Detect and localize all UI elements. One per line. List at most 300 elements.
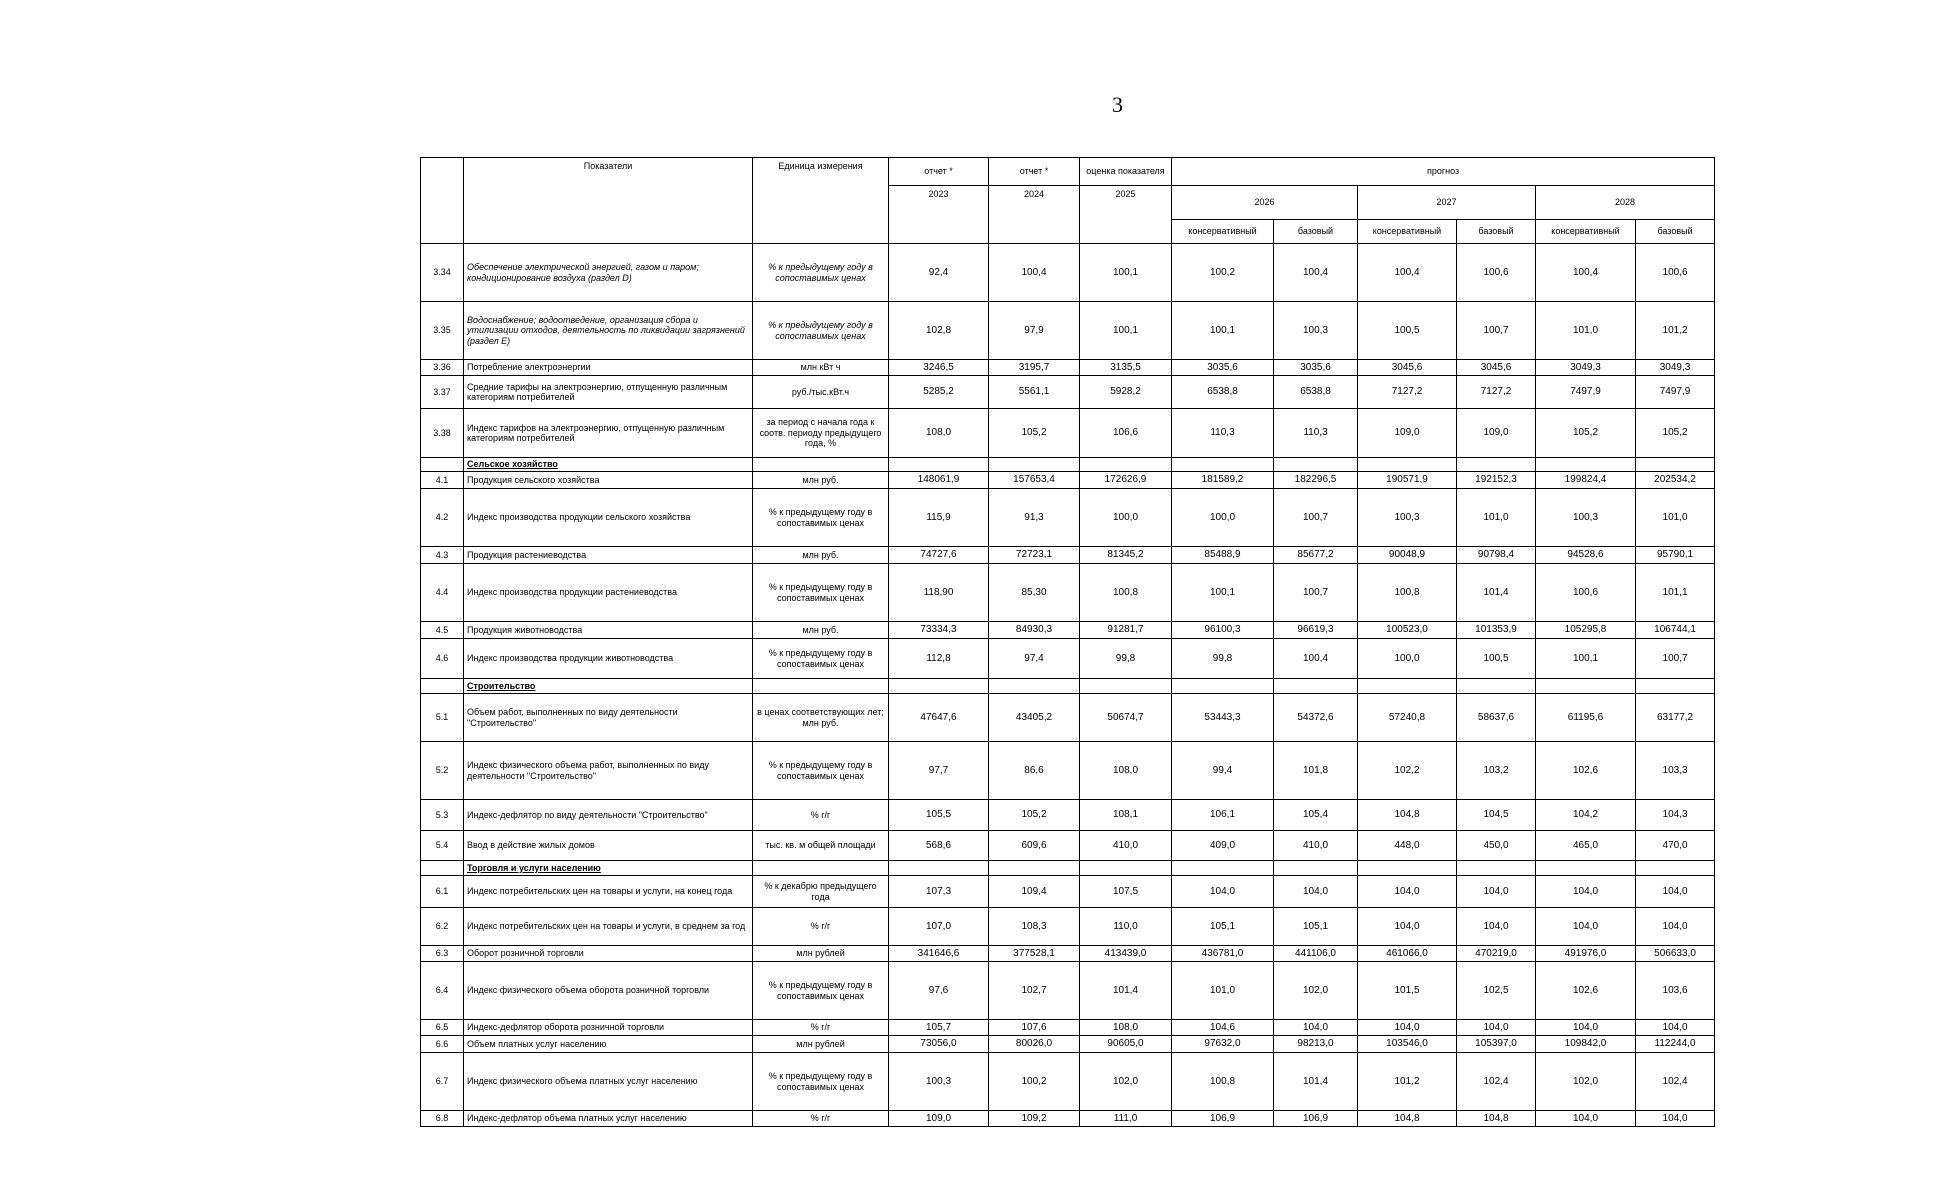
row-number: 6.1 — [421, 876, 464, 908]
empty-cell — [1358, 861, 1457, 876]
value-cell: 609,6 — [989, 831, 1080, 861]
table-row — [421, 946, 1715, 962]
value-cell: 104,0 — [1457, 1020, 1536, 1036]
value-cell: 104,6 — [1172, 1020, 1274, 1036]
section-title: Торговля и услуги населению — [464, 861, 753, 876]
value-cell: 3049,3 — [1536, 360, 1636, 376]
value-cell: 104,0 — [1536, 908, 1636, 946]
header-base-2028: базовый — [1636, 220, 1715, 244]
indicator-name: Продукция растениеводства — [464, 547, 753, 564]
empty-cell — [1457, 861, 1536, 876]
row-number: 4.2 — [421, 489, 464, 547]
section-row — [421, 458, 1715, 472]
value-cell: 101,1 — [1636, 564, 1715, 622]
table-row — [421, 742, 1715, 800]
value-cell: 97632,0 — [1172, 1036, 1274, 1053]
value-cell: 103546,0 — [1358, 1036, 1457, 1053]
value-cell: 108,1 — [1080, 800, 1172, 831]
value-cell: 409,0 — [1172, 831, 1274, 861]
value-cell: 465,0 — [1536, 831, 1636, 861]
value-cell: 104,0 — [1636, 1111, 1715, 1127]
table-row — [421, 831, 1715, 861]
value-cell: 100,3 — [1274, 302, 1358, 360]
value-cell: 506633,0 — [1636, 946, 1715, 962]
value-cell: 5561,1 — [989, 376, 1080, 409]
value-cell: 108,0 — [1080, 742, 1172, 800]
value-cell: 105,2 — [989, 409, 1080, 458]
value-cell: 100,7 — [1457, 302, 1536, 360]
value-cell: 199824,4 — [1536, 472, 1636, 489]
empty-cell — [1358, 458, 1457, 472]
value-cell: 100,5 — [1358, 302, 1457, 360]
table-row — [421, 244, 1715, 302]
section-title: Строительство — [464, 679, 753, 694]
value-cell: 96100,3 — [1172, 622, 1274, 639]
indicator-name: Продукция животноводства — [464, 622, 753, 639]
section-title: Сельское хозяйство — [464, 458, 753, 472]
value-cell: 100,4 — [1536, 244, 1636, 302]
value-cell: 105,2 — [989, 800, 1080, 831]
empty-cell — [1274, 679, 1358, 694]
value-cell: 73334,3 — [889, 622, 989, 639]
value-cell: 105295,8 — [1536, 622, 1636, 639]
value-cell: 106,1 — [1172, 800, 1274, 831]
value-cell: 85677,2 — [1274, 547, 1358, 564]
value-cell: 91,3 — [989, 489, 1080, 547]
empty-cell — [1172, 861, 1274, 876]
empty-cell — [753, 861, 889, 876]
row-number: 5.2 — [421, 742, 464, 800]
table-row — [421, 876, 1715, 908]
value-cell: 100,3 — [1358, 489, 1457, 547]
value-cell: 5928,2 — [1080, 376, 1172, 409]
section-row — [421, 861, 1715, 876]
value-cell: 410,0 — [1080, 831, 1172, 861]
unit-cell: в ценах соответствующих лет; млн руб. — [753, 694, 889, 742]
value-cell: 3246,5 — [889, 360, 989, 376]
value-cell: 105,1 — [1274, 908, 1358, 946]
value-cell: 568,6 — [889, 831, 989, 861]
value-cell: 441106,0 — [1274, 946, 1358, 962]
empty-cell — [1636, 458, 1715, 472]
value-cell: 172626,9 — [1080, 472, 1172, 489]
header-year-2027: 2027 — [1358, 186, 1536, 220]
row-number: 3.34 — [421, 244, 464, 302]
value-cell: 110,3 — [1172, 409, 1274, 458]
value-cell: 109842,0 — [1536, 1036, 1636, 1053]
value-cell: 100,4 — [1274, 244, 1358, 302]
table-row — [421, 1036, 1715, 1053]
header-year-2028: 2028 — [1536, 186, 1715, 220]
empty-cell — [989, 679, 1080, 694]
unit-cell: % к предыдущему году в сопоставимых ценах — [753, 489, 889, 547]
value-cell: 100,7 — [1636, 639, 1715, 679]
header-forecast: прогноз — [1172, 158, 1715, 186]
row-num-cell — [421, 458, 464, 472]
value-cell: 53443,3 — [1172, 694, 1274, 742]
value-cell: 107,6 — [989, 1020, 1080, 1036]
header-year-2025: 2025 — [1080, 186, 1172, 244]
value-cell: 115,9 — [889, 489, 989, 547]
value-cell: 104,0 — [1358, 908, 1457, 946]
header-base-2027: базовый — [1457, 220, 1536, 244]
value-cell: 101353,9 — [1457, 622, 1536, 639]
value-cell: 104,0 — [1172, 876, 1274, 908]
value-cell: 181589,2 — [1172, 472, 1274, 489]
indicator-name: Ввод в действие жилых домов — [464, 831, 753, 861]
value-cell: 107,3 — [889, 876, 989, 908]
value-cell: 105,4 — [1274, 800, 1358, 831]
value-cell: 106744,1 — [1636, 622, 1715, 639]
indicator-name: Индекс физического объема оборота розничной торговли — [464, 962, 753, 1020]
value-cell: 109,2 — [989, 1111, 1080, 1127]
value-cell: 101,2 — [1636, 302, 1715, 360]
value-cell: 72723,1 — [989, 547, 1080, 564]
value-cell: 112,8 — [889, 639, 989, 679]
value-cell: 100,2 — [1172, 244, 1274, 302]
table-row — [421, 908, 1715, 946]
unit-cell: % г/г — [753, 1111, 889, 1127]
value-cell: 104,0 — [1536, 876, 1636, 908]
indicator-name: Индекс тарифов на электроэнергию, отпущенную различным категориям потребителей — [464, 409, 753, 458]
row-number: 4.5 — [421, 622, 464, 639]
header-base-2026: базовый — [1274, 220, 1358, 244]
value-cell: 108,3 — [989, 908, 1080, 946]
value-cell: 100,2 — [989, 1053, 1080, 1111]
value-cell: 104,0 — [1457, 908, 1536, 946]
empty-cell — [989, 458, 1080, 472]
value-cell: 104,0 — [1358, 1020, 1457, 1036]
unit-cell: млн рублей — [753, 1036, 889, 1053]
row-number: 5.1 — [421, 694, 464, 742]
value-cell: 81345,2 — [1080, 547, 1172, 564]
value-cell: 6538,8 — [1172, 376, 1274, 409]
value-cell: 100,6 — [1457, 244, 1536, 302]
value-cell: 101,0 — [1636, 489, 1715, 547]
empty-cell — [1274, 458, 1358, 472]
value-cell: 106,9 — [1274, 1111, 1358, 1127]
header-unit: Единица измерения — [753, 158, 889, 244]
row-number: 5.3 — [421, 800, 464, 831]
value-cell: 92,4 — [889, 244, 989, 302]
value-cell: 202534,2 — [1636, 472, 1715, 489]
unit-cell: % к предыдущему году в сопоставимых ценах — [753, 962, 889, 1020]
value-cell: 104,0 — [1536, 1020, 1636, 1036]
value-cell: 97,7 — [889, 742, 989, 800]
unit-cell: % г/г — [753, 1020, 889, 1036]
value-cell: 100,1 — [1080, 244, 1172, 302]
value-cell: 100,4 — [989, 244, 1080, 302]
value-cell: 104,0 — [1457, 876, 1536, 908]
empty-cell — [1636, 861, 1715, 876]
unit-cell: % к предыдущему году в сопоставимых ценах — [753, 244, 889, 302]
row-number: 4.6 — [421, 639, 464, 679]
value-cell: 100,5 — [1457, 639, 1536, 679]
value-cell: 80026,0 — [989, 1036, 1080, 1053]
value-cell: 100,1 — [1172, 302, 1274, 360]
value-cell: 107,5 — [1080, 876, 1172, 908]
value-cell: 100,0 — [1080, 489, 1172, 547]
header-report-2023: отчет * — [889, 158, 989, 186]
value-cell: 109,4 — [989, 876, 1080, 908]
value-cell: 182296,5 — [1274, 472, 1358, 489]
table-row — [421, 547, 1715, 564]
indicator-name: Продукция сельского хозяйства — [464, 472, 753, 489]
indicator-name: Индекс физического объема работ, выполненных по виду деятельности "Строительство" — [464, 742, 753, 800]
value-cell: 109,0 — [1358, 409, 1457, 458]
unit-cell: % г/г — [753, 908, 889, 946]
indicator-name: Обеспечение электрической энергией, газом и паром; кондиционирование воздуха (раздел D) — [464, 244, 753, 302]
value-cell: 105,2 — [1636, 409, 1715, 458]
unit-cell: млн кВт ч — [753, 360, 889, 376]
value-cell: 104,8 — [1457, 1111, 1536, 1127]
value-cell: 110,0 — [1080, 908, 1172, 946]
unit-cell: руб./тыс.кВт.ч — [753, 376, 889, 409]
value-cell: 105,1 — [1172, 908, 1274, 946]
value-cell: 102,7 — [989, 962, 1080, 1020]
value-cell: 101,4 — [1274, 1053, 1358, 1111]
empty-cell — [1080, 679, 1172, 694]
indicator-name: Индекс-дефлятор объема платных услуг населению — [464, 1111, 753, 1127]
value-cell: 7127,2 — [1358, 376, 1457, 409]
indicator-name: Оборот розничной торговли — [464, 946, 753, 962]
value-cell: 100,1 — [1172, 564, 1274, 622]
table-row — [421, 1020, 1715, 1036]
header-year-2024: 2024 — [989, 186, 1080, 244]
value-cell: 104,8 — [1358, 1111, 1457, 1127]
header-year-2023: 2023 — [889, 186, 989, 244]
table-row — [421, 409, 1715, 458]
value-cell: 102,4 — [1457, 1053, 1536, 1111]
value-cell: 413439,0 — [1080, 946, 1172, 962]
value-cell: 85,30 — [989, 564, 1080, 622]
value-cell: 3135,5 — [1080, 360, 1172, 376]
value-cell: 100,8 — [1358, 564, 1457, 622]
row-num-cell — [421, 679, 464, 694]
value-cell: 105,7 — [889, 1020, 989, 1036]
row-number: 4.4 — [421, 564, 464, 622]
header-report-2024: отчет * — [989, 158, 1080, 186]
unit-cell: % к предыдущему году в сопоставимых ценах — [753, 302, 889, 360]
empty-cell — [1274, 861, 1358, 876]
table-row — [421, 1053, 1715, 1111]
row-number: 3.35 — [421, 302, 464, 360]
value-cell: 97,9 — [989, 302, 1080, 360]
table-row — [421, 962, 1715, 1020]
empty-cell — [1080, 861, 1172, 876]
value-cell: 100,7 — [1274, 489, 1358, 547]
value-cell: 90798,4 — [1457, 547, 1536, 564]
value-cell: 104,0 — [1636, 1020, 1715, 1036]
value-cell: 104,3 — [1636, 800, 1715, 831]
value-cell: 105397,0 — [1457, 1036, 1536, 1053]
value-cell: 448,0 — [1358, 831, 1457, 861]
table-row — [421, 360, 1715, 376]
value-cell: 43405,2 — [989, 694, 1080, 742]
value-cell: 377528,1 — [989, 946, 1080, 962]
indicator-name: Потребление электроэнергии — [464, 360, 753, 376]
value-cell: 7497,9 — [1636, 376, 1715, 409]
row-number: 6.6 — [421, 1036, 464, 1053]
value-cell: 112244,0 — [1636, 1036, 1715, 1053]
value-cell: 99,4 — [1172, 742, 1274, 800]
value-cell: 450,0 — [1457, 831, 1536, 861]
value-cell: 102,2 — [1358, 742, 1457, 800]
value-cell: 104,2 — [1536, 800, 1636, 831]
value-cell: 95790,1 — [1636, 547, 1715, 564]
value-cell: 105,5 — [889, 800, 989, 831]
unit-cell: млн руб. — [753, 622, 889, 639]
value-cell: 105,2 — [1536, 409, 1636, 458]
value-cell: 54372,6 — [1274, 694, 1358, 742]
value-cell: 103,3 — [1636, 742, 1715, 800]
header-num-cell — [421, 158, 464, 244]
indicator-name: Индекс-дефлятор по виду деятельности "Строительство" — [464, 800, 753, 831]
indicator-name: Объем работ, выполненных по виду деятельности "Строительство" — [464, 694, 753, 742]
row-number: 5.4 — [421, 831, 464, 861]
value-cell: 104,0 — [1636, 876, 1715, 908]
value-cell: 101,8 — [1274, 742, 1358, 800]
page-number: 3 — [1112, 92, 1123, 117]
value-cell: 74727,6 — [889, 547, 989, 564]
value-cell: 101,4 — [1080, 962, 1172, 1020]
value-cell: 3035,6 — [1172, 360, 1274, 376]
empty-cell — [889, 458, 989, 472]
value-cell: 102,5 — [1457, 962, 1536, 1020]
value-cell: 341646,6 — [889, 946, 989, 962]
value-cell: 101,0 — [1457, 489, 1536, 547]
empty-cell — [1172, 458, 1274, 472]
row-number: 6.7 — [421, 1053, 464, 1111]
value-cell: 104,8 — [1358, 800, 1457, 831]
value-cell: 102,0 — [1274, 962, 1358, 1020]
table-row — [421, 1111, 1715, 1127]
header-conservative-2028: консервативный — [1536, 220, 1636, 244]
value-cell: 73056,0 — [889, 1036, 989, 1053]
empty-cell — [1536, 861, 1636, 876]
unit-cell: % к декабрю предыдущего года — [753, 876, 889, 908]
row-num-cell — [421, 861, 464, 876]
value-cell: 101,4 — [1457, 564, 1536, 622]
value-cell: 101,2 — [1358, 1053, 1457, 1111]
table-row — [421, 639, 1715, 679]
value-cell: 94528,6 — [1536, 547, 1636, 564]
value-cell: 85488,9 — [1172, 547, 1274, 564]
table-row — [421, 489, 1715, 547]
value-cell: 100,6 — [1636, 244, 1715, 302]
row-number: 4.1 — [421, 472, 464, 489]
value-cell: 100,3 — [889, 1053, 989, 1111]
table-row — [421, 302, 1715, 360]
value-cell: 57240,8 — [1358, 694, 1457, 742]
indicator-name: Индекс производства продукции животноводства — [464, 639, 753, 679]
header-estimate: оценка показателя — [1080, 158, 1172, 186]
empty-cell — [1536, 458, 1636, 472]
value-cell: 157653,4 — [989, 472, 1080, 489]
row-number: 3.37 — [421, 376, 464, 409]
value-cell: 58637,6 — [1457, 694, 1536, 742]
value-cell: 103,2 — [1457, 742, 1536, 800]
section-row — [421, 679, 1715, 694]
value-cell: 102,4 — [1636, 1053, 1715, 1111]
value-cell: 97,4 — [989, 639, 1080, 679]
empty-cell — [989, 861, 1080, 876]
value-cell: 100,8 — [1172, 1053, 1274, 1111]
row-number: 6.4 — [421, 962, 464, 1020]
value-cell: 5285,2 — [889, 376, 989, 409]
value-cell: 100,8 — [1080, 564, 1172, 622]
value-cell: 50674,7 — [1080, 694, 1172, 742]
value-cell: 106,9 — [1172, 1111, 1274, 1127]
value-cell: 104,0 — [1536, 1111, 1636, 1127]
value-cell: 100523,0 — [1358, 622, 1457, 639]
empty-cell — [1358, 679, 1457, 694]
table-row — [421, 472, 1715, 489]
value-cell: 491976,0 — [1536, 946, 1636, 962]
value-cell: 7497,9 — [1536, 376, 1636, 409]
value-cell: 63177,2 — [1636, 694, 1715, 742]
value-cell: 104,5 — [1457, 800, 1536, 831]
row-number: 3.38 — [421, 409, 464, 458]
value-cell: 102,6 — [1536, 962, 1636, 1020]
value-cell: 47647,6 — [889, 694, 989, 742]
empty-cell — [1172, 679, 1274, 694]
value-cell: 100,6 — [1536, 564, 1636, 622]
indicator-name: Индекс-дефлятор оборота розничной торговли — [464, 1020, 753, 1036]
value-cell: 99,8 — [1080, 639, 1172, 679]
row-number: 4.3 — [421, 547, 464, 564]
unit-cell: млн руб. — [753, 472, 889, 489]
unit-cell: % к предыдущему году в сопоставимых ценах — [753, 742, 889, 800]
row-number: 6.5 — [421, 1020, 464, 1036]
value-cell: 86,6 — [989, 742, 1080, 800]
value-cell: 104,0 — [1274, 1020, 1358, 1036]
value-cell: 436781,0 — [1172, 946, 1274, 962]
value-cell: 148061,9 — [889, 472, 989, 489]
unit-cell: % к предыдущему году в сопоставимых ценах — [753, 564, 889, 622]
value-cell: 3195,7 — [989, 360, 1080, 376]
indicator-name: Средние тарифы на электроэнергию, отпущенную различным категориям потребителей — [464, 376, 753, 409]
value-cell: 3045,6 — [1358, 360, 1457, 376]
empty-cell — [889, 679, 989, 694]
indicator-name: Индекс производства продукции сельского хозяйства — [464, 489, 753, 547]
value-cell: 461066,0 — [1358, 946, 1457, 962]
table-body — [421, 244, 1715, 1127]
value-cell: 106,6 — [1080, 409, 1172, 458]
value-cell: 100,4 — [1358, 244, 1457, 302]
header-conservative-2027: консервативный — [1358, 220, 1457, 244]
value-cell: 101,0 — [1536, 302, 1636, 360]
value-cell: 3049,3 — [1636, 360, 1715, 376]
value-cell: 97,6 — [889, 962, 989, 1020]
value-cell: 104,0 — [1636, 908, 1715, 946]
value-cell: 84930,3 — [989, 622, 1080, 639]
empty-cell — [1457, 679, 1536, 694]
value-cell: 102,6 — [1536, 742, 1636, 800]
unit-cell: млн руб. — [753, 547, 889, 564]
value-cell: 470,0 — [1636, 831, 1715, 861]
value-cell: 61195,6 — [1536, 694, 1636, 742]
row-number: 6.8 — [421, 1111, 464, 1127]
value-cell: 108,0 — [1080, 1020, 1172, 1036]
value-cell: 111,0 — [1080, 1111, 1172, 1127]
value-cell: 107,0 — [889, 908, 989, 946]
row-number: 3.36 — [421, 360, 464, 376]
header-indicators: Показатели — [464, 158, 753, 244]
value-cell: 190571,9 — [1358, 472, 1457, 489]
unit-cell: тыс. кв. м общей площади — [753, 831, 889, 861]
empty-cell — [753, 679, 889, 694]
